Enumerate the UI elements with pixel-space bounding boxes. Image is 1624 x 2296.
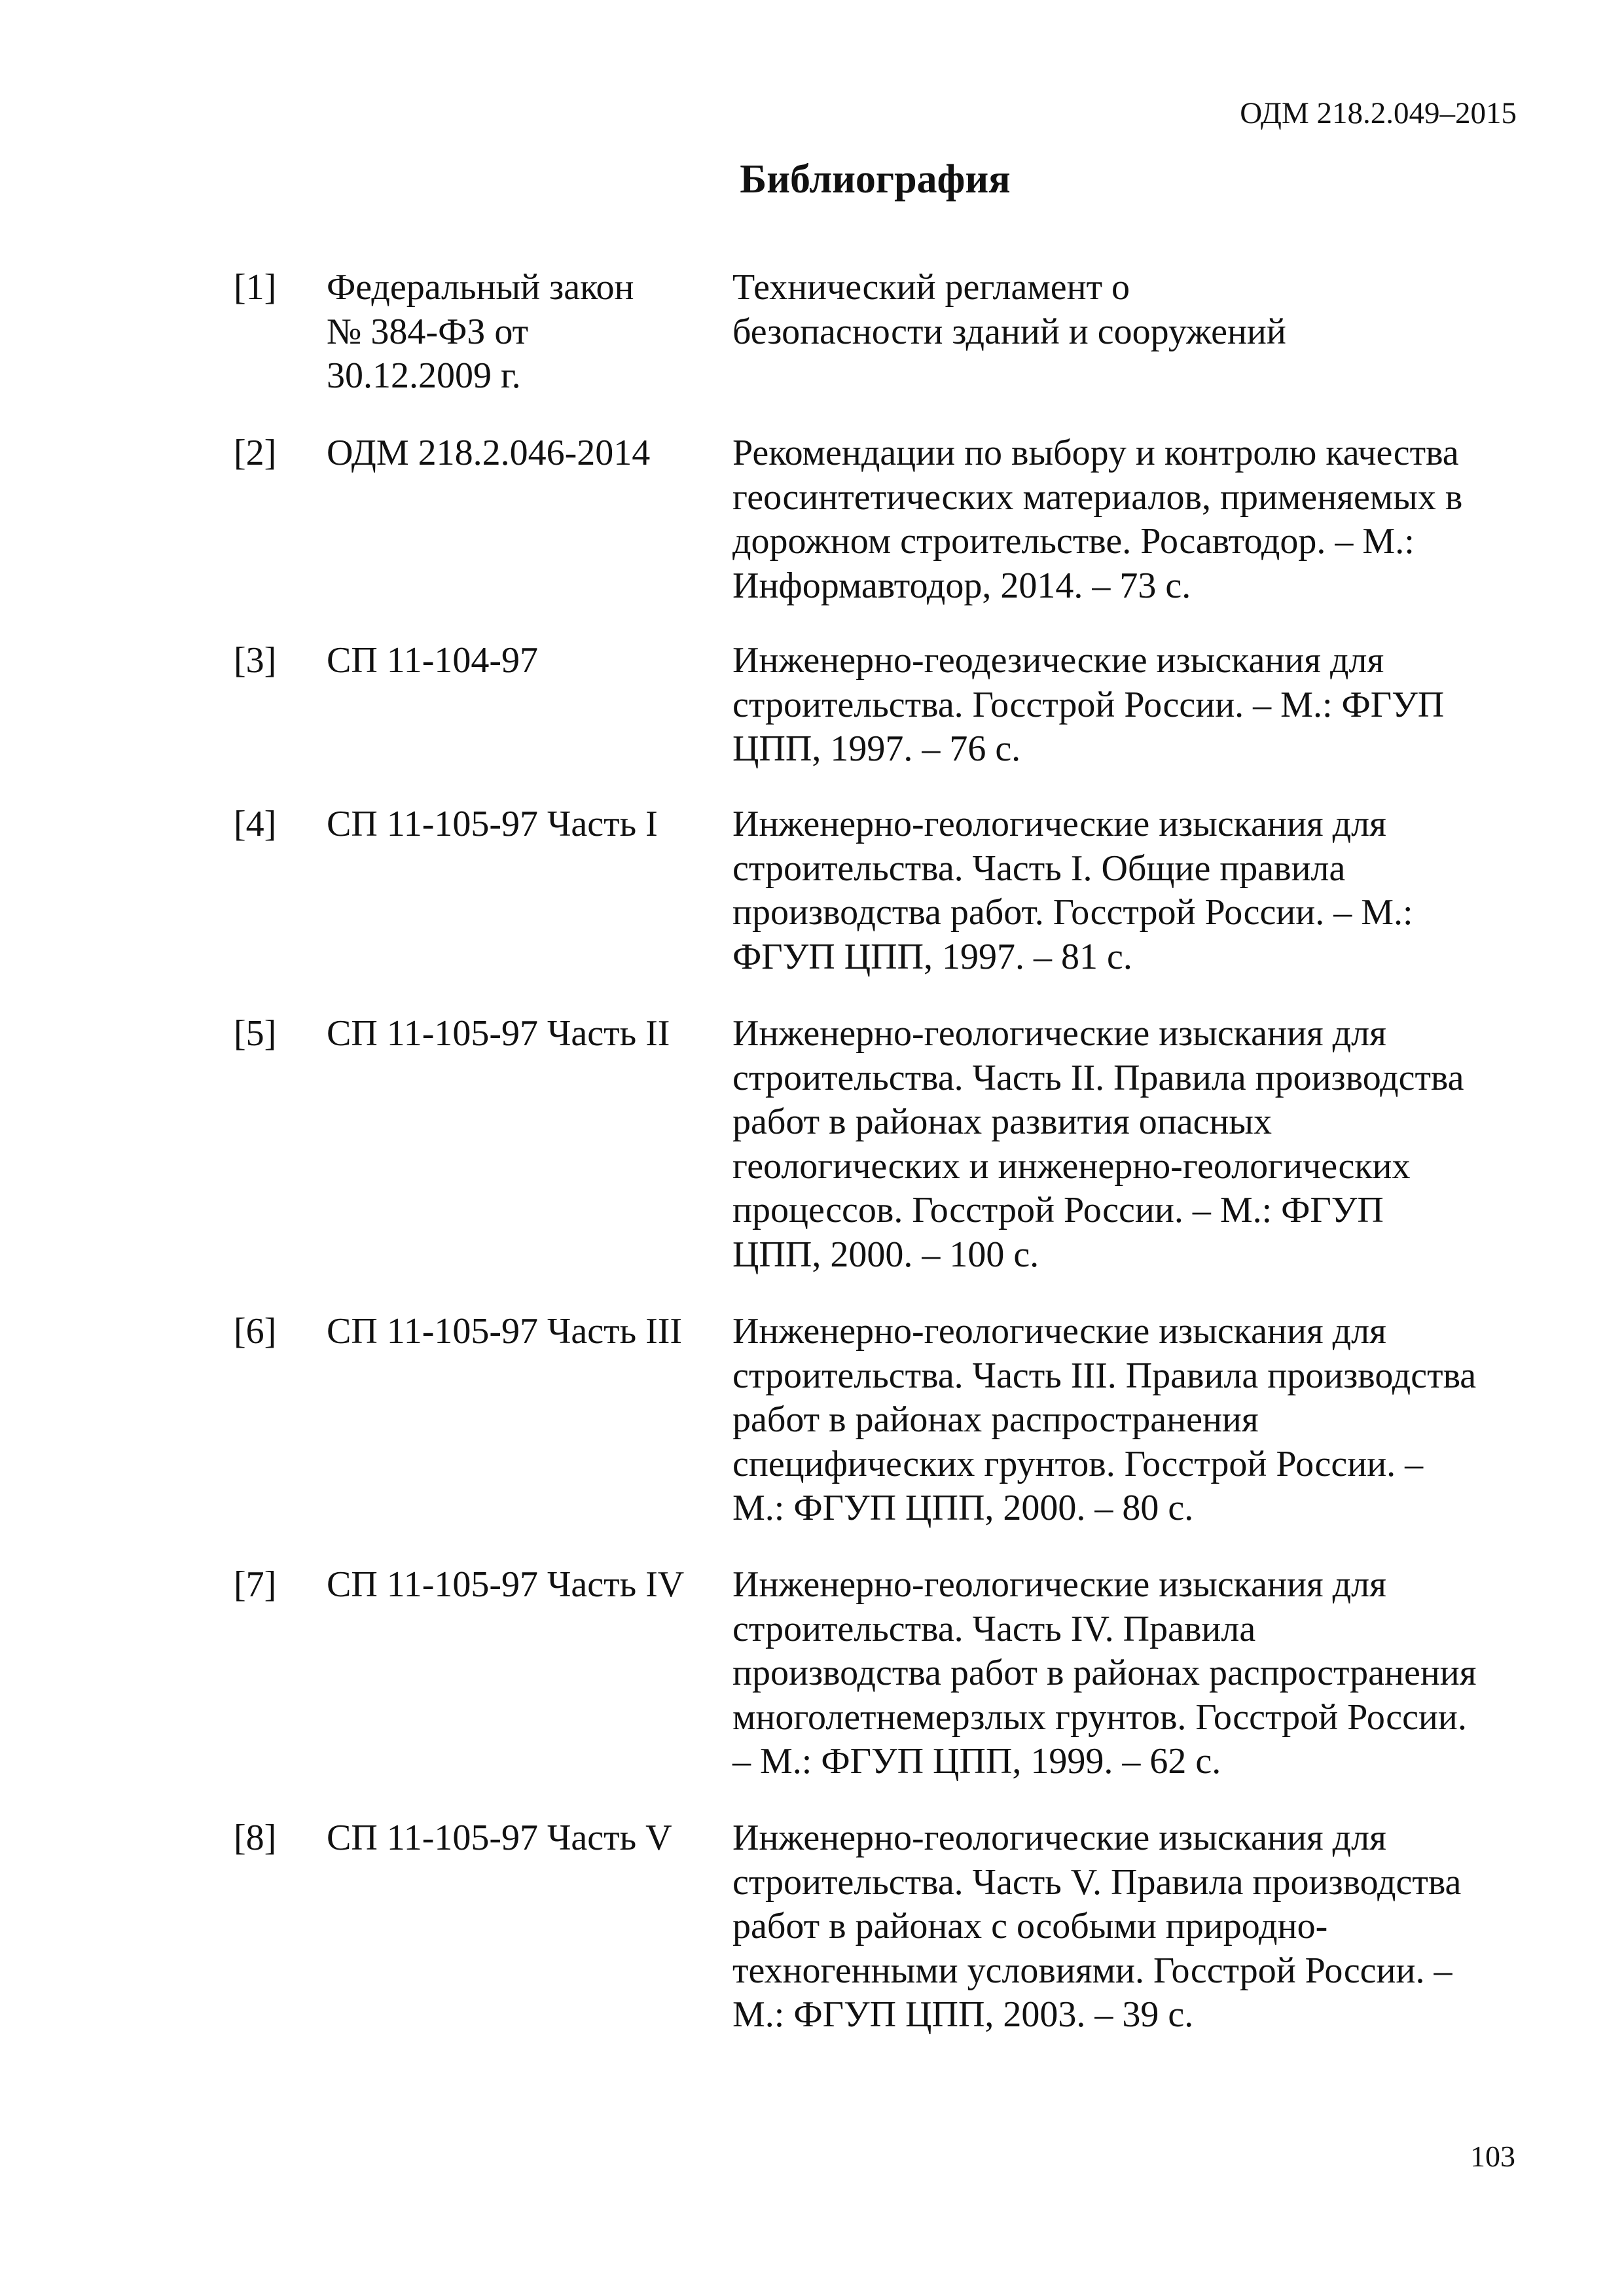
entry-description: Инженерно-геологические изыскания для строительства. Часть II. Правила производства работ в районах развития опасных геологических и инженерно-геологических процессов. Госстрой России. – М.: ФГУП ЦПП, 2000. – 100 с. — [732, 1013, 1464, 1275]
entry-reference: СП 11-105-97 Часть V — [327, 1818, 672, 1858]
entry-number: [1] — [234, 267, 277, 308]
entry-number: [6] — [234, 1311, 277, 1352]
entry-number: [3] — [234, 640, 277, 681]
entry-description: Инженерно-геологические изыскания для строительства. Часть V. Правила производства работ в районах с особыми природно- техногенными условиями. Госстрой России. – М.: ФГУП ЦПП, 2003. – 39 с. — [732, 1818, 1462, 2035]
entry-number: [4] — [234, 804, 277, 844]
entry-reference: Федеральный закон № 384-ФЗ от 30.12.2009 г. — [327, 267, 634, 396]
entry-reference: СП 11-105-97 Часть IV — [327, 1564, 685, 1605]
entry-number: [2] — [234, 433, 277, 473]
page-number: 103 — [1470, 2140, 1515, 2173]
entry-description: Инженерно-геологические изыскания для строительства. Часть IV. Правила производства работ в районах распространения многолетнемерзлых грунтов. Госстрой России. – М.: ФГУП ЦПП, 1999. – 62 с. — [732, 1564, 1477, 1782]
entry-reference: СП 11-104-97 — [327, 640, 539, 681]
page-title: Библиография — [740, 157, 1011, 202]
entry-reference: СП 11-105-97 Часть I — [327, 804, 658, 844]
entry-number: [8] — [234, 1818, 277, 1858]
entry-reference: ОДМ 218.2.046-2014 — [327, 433, 651, 473]
entry-description: Инженерно-геологические изыскания для строительства. Часть I. Общие правила производства работ. Госстрой России. – М.: ФГУП ЦПП, 1997. – 81 с. — [732, 804, 1413, 977]
entry-description: Рекомендации по выбору и контролю качества геосинтетических материалов, применяемых в дорожном строительстве. Росавтодор. – М.: Информавтодор, 2014. – 73 с. — [732, 433, 1463, 606]
entry-reference: СП 11-105-97 Часть III — [327, 1311, 683, 1352]
entry-number: [7] — [234, 1564, 277, 1605]
entry-description: Инженерно-геодезические изыскания для строительства. Госстрой России. – М.: ФГУП ЦПП, 1997. – 76 с. — [732, 640, 1445, 769]
entry-number: [5] — [234, 1013, 277, 1054]
entry-reference: СП 11-105-97 Часть II — [327, 1013, 670, 1054]
entry-description: Технический регламент о безопасности зданий и сооружений — [732, 267, 1286, 352]
document-code: ОДМ 218.2.049–2015 — [1240, 96, 1517, 130]
entry-description: Инженерно-геологические изыскания для строительства. Часть III. Правила производства работ в районах распространения специфических грунтов. Госстрой России. – М.: ФГУП ЦПП, 2000. – 80 с. — [732, 1311, 1477, 1528]
